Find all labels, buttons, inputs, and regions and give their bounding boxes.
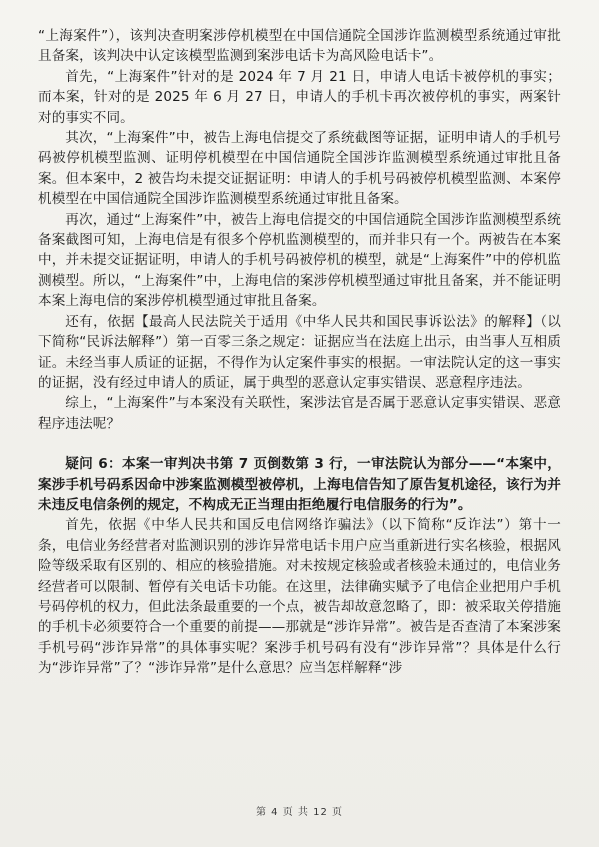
- paragraph-second-point: 其次，“上海案件”中，被告上海电信提交了系统截图等证据，证明申请人的手机号码被停机模型监测、证明停机模型在中国信通院全国涉诈监测模型系统通过审批且备案。但本案中，2 被告均未提交证据证明：申请人的手机号码被停机模型监测、本案停机模型在中国信通院全国涉诈监测模型系统通过审批且备案。: [38, 130, 561, 208]
- paragraph-first-point: 首先，“上海案件”针对的是 2024 年 7 月 21 日，申请人电话卡被停机的事实；而本案，针对的是 2025 年 6 月 27 日，申请人的手机卡再次被停机的事实，两案针对的事实不同。: [38, 68, 561, 126]
- paragraph-third-point: 再次，通过“上海案件”中，被告上海电信提交的中国信通院全国涉诈监测模型系统备案截图可知，上海电信是有很多个停机监测模型的，而并非只有一个。两被告在本案中，并未提交证据证明，申请人的手机号码被停机的模型，就是“上海案件”中的停机监测模型。所以，“上海案件”中，上海电信的案涉停机模型通过审批且备案，并不能证明本案上海电信的案涉停机模型通过审批且备案。: [38, 211, 561, 310]
- paragraph-additionally: 还有，依据【最高人民法院关于适用《中华人民共和国民事诉讼法》的解释】（以下简称“民诉法解释”）第一百零三条之规定：证据应当在法庭上出示，由当事人互相质证。未经当事人质证的证据，不得作为认定案件事实的根据。一审法院认定的这一事实的证据，没有经过申请人的质证，属于典型的恶意认定事实错误、恶意程序违法。: [38, 313, 561, 391]
- paragraph-conclusion: 综上，“上海案件”与本案没有关联性，案涉法官是否属于恶意认定事实错误、恶意程序违法呢？: [38, 395, 561, 432]
- paragraph-anti-fraud-law: 首先，依据《中华人民共和国反电信网络诈骗法》（以下简称“反诈法”）第十一条，电信业务经营者对监测识别的涉诈异常电话卡用户应当重新进行实名核验，根据风险等级采取有区别的、相应的核验措施。对未按规定核验或者核验未通过的，电信业务经营者可以限制、暂停有关电话卡功能。在这里，法律确实赋予了电信企业把用户手机号码停机的权力，但此法条最重要的一个点，被告却故意忽略了，即：被采取关停措施的手机卡必须要符合一个重要的前提——那就是“涉诈异常”。被告是否查清了本案涉案手机号码“涉诈异常”的具体事实呢？案涉手机号码有没有“涉诈异常”？具体是什么行为“涉诈异常”了？“涉诈异常”是什么意思？应当怎样解释“涉: [38, 517, 561, 677]
- page-number-footer: 第 4 页 共 12 页: [256, 807, 343, 818]
- section-gap: [38, 434, 561, 454]
- paragraph-shanghai-case-intro: “上海案件”），该判决查明案涉停机模型在中国信通院全国涉诈监测模型系统通过审批且备案，该判决中认定该模型监测到案涉电话卡为高风险电话卡”。: [38, 28, 561, 65]
- question-6-heading: 疑问 6：本案一审判决书第 7 页倒数第 3 行，一审法院认为部分——“本案中，案涉手机号码系因命中涉案监测模型被停机，上海电信告知了原告复机途径，该行为并未违反电信条例的规定，不构成无正当理由拒绝履行电信服务的行为”。: [38, 456, 561, 513]
